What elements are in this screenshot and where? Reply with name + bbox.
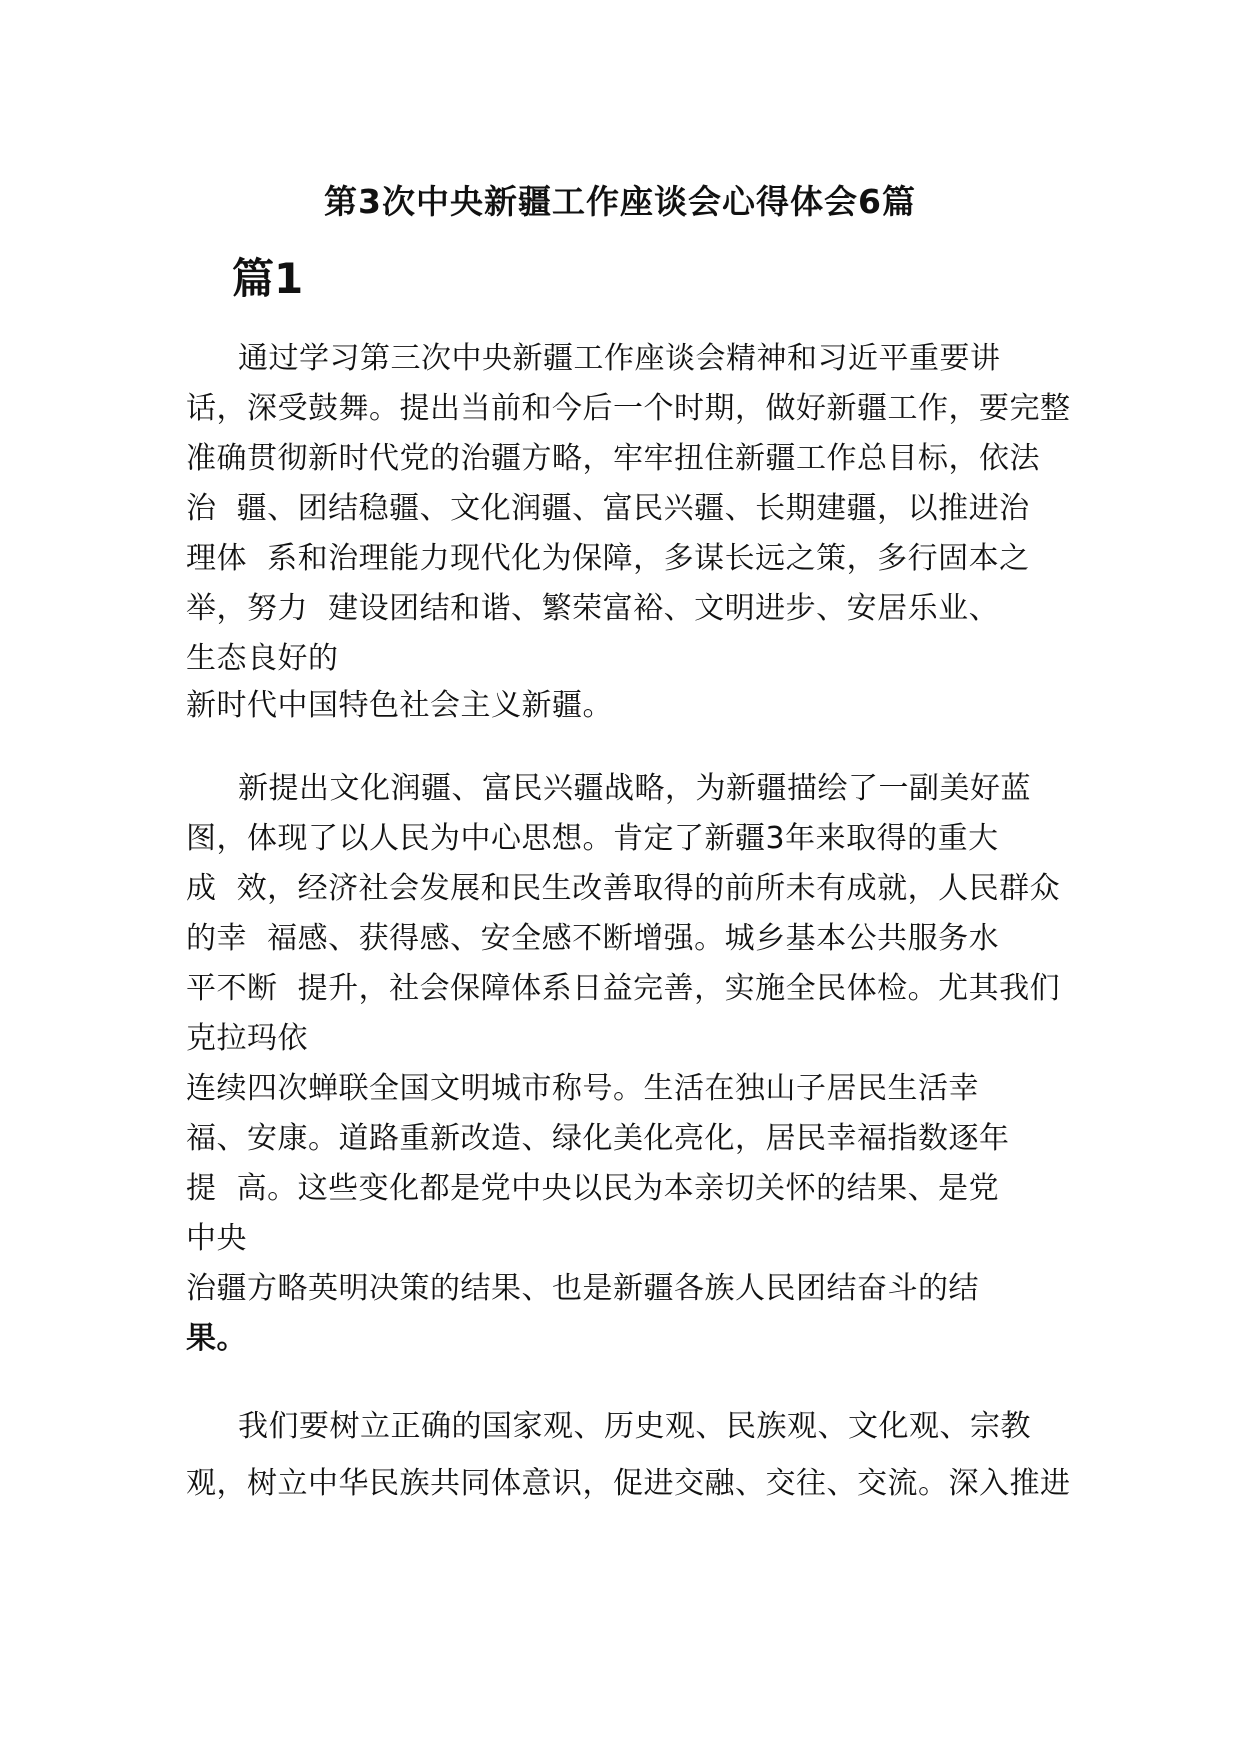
paragraph-line: 图，体现了以人民为中心思想。肯定了新疆3年来取得的重大 [186,821,999,856]
paragraph-line: 新时代中国特色社会主义新疆。 [186,688,613,723]
paragraph-line: 成 效，经济社会发展和民生改善取得的前所未有成就，人民群众 [186,871,1061,906]
paragraph-line: 治 疆、团结稳疆、文化润疆、富民兴疆、长期建疆，以推进治 [186,491,1030,526]
paragraph-line: 治疆方略英明决策的结果、也是新疆各族人民团结奋斗的结 [186,1271,979,1306]
paragraph-line: 新提出文化润疆、富民兴疆战略，为新疆描绘了一副美好蓝 [238,771,1031,806]
paragraph-line: 我们要树立正确的国家观、历史观、民族观、文化观、宗教 [238,1409,1031,1444]
paragraph-line: 通过学习第三次中央新疆工作座谈会精神和习近平重要讲 [238,341,1001,376]
paragraph-line: 克拉玛依 [186,1021,308,1056]
paragraph-line: 生态良好的 [186,641,339,676]
paragraph-line: 平不断 提升，社会保障体系日益完善，实施全民体检。尤其我们 [186,971,1061,1006]
paragraph-line: 中央 [186,1221,247,1256]
section-heading: 篇1 [232,254,304,303]
paragraph-line: 理体 系和治理能力现代化为保障，多谋长远之策，多行固本之 [186,541,1030,576]
paragraph-line: 观，树立中华民族共同体意识，促进交融、交往、交流。深入推进 [186,1466,1071,1501]
paragraph-line: 福、安康。道路重新改造、绿化美化亮化，居民幸福指数逐年 [186,1121,1010,1156]
paragraph-line: 连续四次蝉联全国文明城市称号。生活在独山子居民生活幸 [186,1071,979,1106]
document-title: 第3次中央新疆工作座谈会心得体会6篇 [324,182,916,221]
paragraph-line: 的幸 福感、获得感、安全感不断增强。城乡基本公共服务水 [186,921,1000,956]
paragraph-line: 举，努力 建设团结和谐、繁荣富裕、文明进步、安居乐业、 [186,591,1000,626]
paragraph-line: 话，深受鼓舞。提出当前和今后一个时期，做好新疆工作，要完整 [186,391,1071,426]
paragraph-line: 准确贯彻新时代党的治疆方略，牢牢扭住新疆工作总目标，依法 [186,441,1040,476]
paragraph-line: 果。 [186,1321,247,1356]
paragraph-line: 提 高。这些变化都是党中央以民为本亲切关怀的结果、是党 [186,1171,1000,1206]
